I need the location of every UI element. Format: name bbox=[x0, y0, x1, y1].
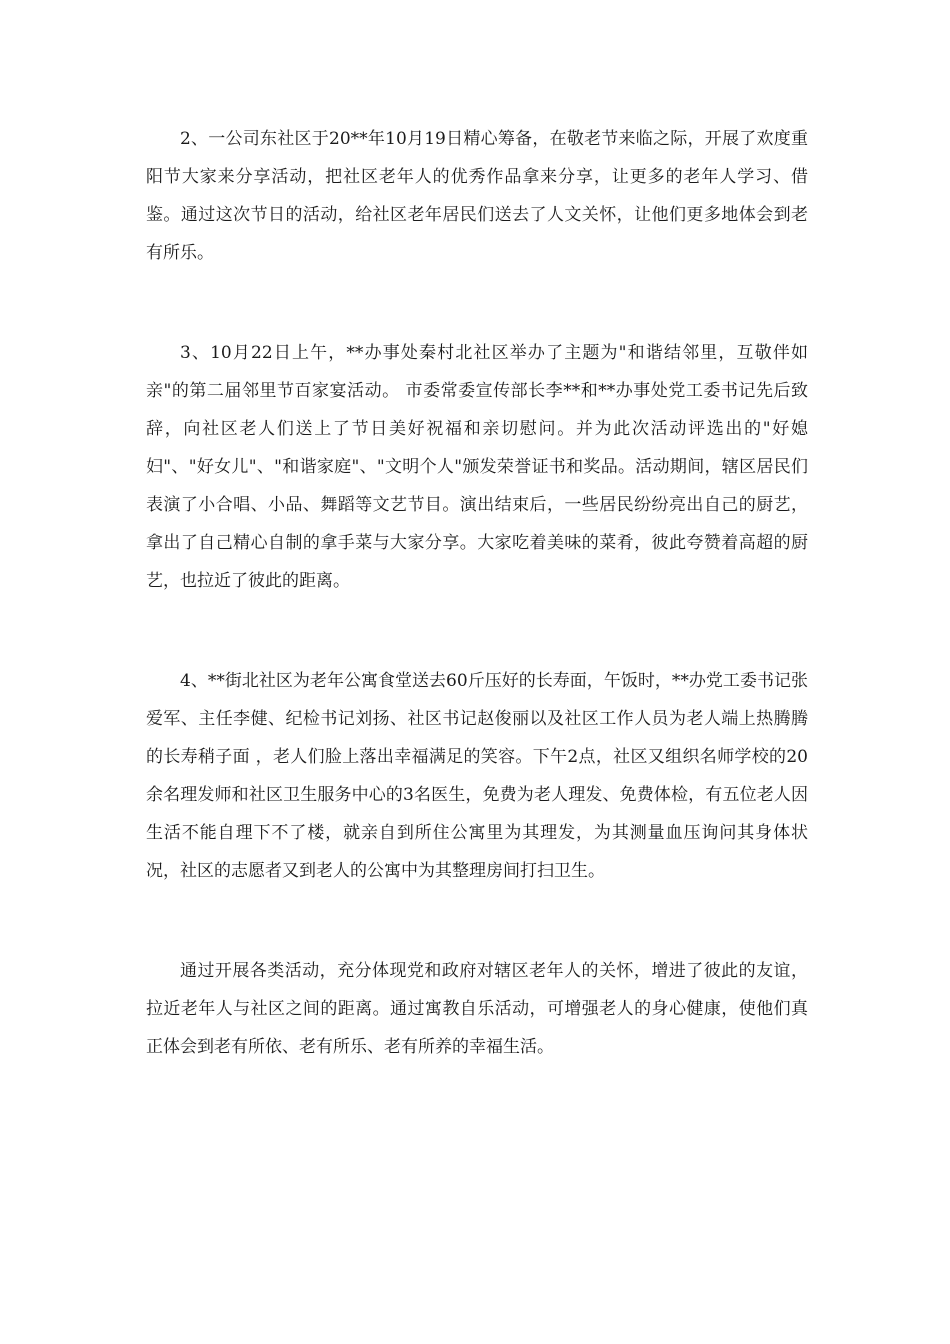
paragraph-conclusion: 通过开展各类活动，充分体现党和政府对辖区老年人的关怀，增进了彼此的友谊，拉近老年人与社区之间的距离。通过寓教自乐活动，可增强老人的身心健康，使他们真正体会到老有所依、老有所乐、老有所养的幸福生活。 bbox=[146, 961, 808, 1057]
paragraph-item-3: 3、10月22日上午，**办事处秦村北社区举办了主题为"和谐结邻里，互敬伴如亲"的第二届邻里节百家宴活动。 市委常委宣传部长李**和**办事处党工委书记先后致辞，向社区老人们送上了节日美好祝福和亲切慰问。并为此次活动评选出的"好媳妇"、"好女儿"、"和谐家庭"、"文明个人"颁发荣誉证书和奖品。活动期间，辖区居民们表演了小合唱、小品、舞蹈等文艺节目。演出结束后，一些居民纷纷亮出自己的厨艺，拿出了自己精心自制的拿手菜与大家分享。大家吃着美味的菜肴，彼此夸赞着高超的厨艺，也拉近了彼此的距离。 bbox=[146, 343, 808, 591]
document-body bbox=[146, 120, 808, 1066]
paragraph-item-4: 4、**街北社区为老年公寓食堂送去60斤压好的长寿面，午饭时，**办党工委书记张爱军、主任李健、纪检书记刘扬、社区书记赵俊丽以及社区工作人员为老人端上热腾腾的长寿稍子面 ，老人们脸上落出幸福满足的笑容。下午2点，社区又组织名师学校的20余名理发师和社区卫生服务中心的3名医生，免费为老人理发、免费体检，有五位老人因生活不能自理下不了楼，就亲自到所住公寓里为其理发，为其测量血压询问其身体状况，社区的志愿者又到老人的公寓中为其整理房间打扫卫生。 bbox=[146, 671, 808, 881]
paragraph-item-2: 2、一公司东社区于20**年10月19日精心筹备，在敬老节来临之际，开展了欢度重阳节大家来分享活动，把社区老年人的优秀作品拿来分享，让更多的老年人学习、借鉴。通过这次节日的活动，给社区老年居民们送去了人文关怀，让他们更多地体会到老有所乐。 bbox=[146, 129, 808, 263]
